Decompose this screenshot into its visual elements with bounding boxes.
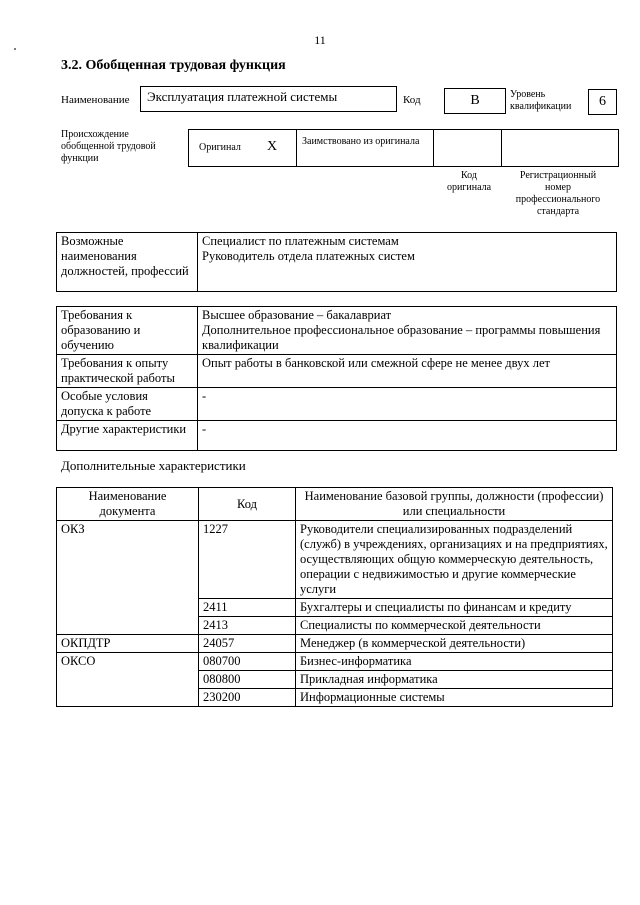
req-label: Другие характеристики <box>57 421 198 451</box>
level-value: 6 <box>588 89 617 115</box>
doc-cell: ОКСО <box>57 653 199 707</box>
name-cell: Менеджер (в коммерческой деятельности) <box>296 635 613 653</box>
level-label: Уровень квалификации <box>510 89 572 112</box>
doc-cell: ОКПДТР <box>57 635 199 653</box>
original-label: Оригинал <box>199 142 241 153</box>
positions-label: Возможные наименования должностей, профессий <box>57 233 198 292</box>
code-cell: 230200 <box>199 689 296 707</box>
origin-label: Происхождение обобщенной трудовой функции <box>61 129 156 164</box>
req-value: Высшее образование – бакалавриат Дополнительное профессиональное образование – программы повышения квалификации <box>198 307 617 355</box>
name-cell: Бизнес-информатика <box>296 653 613 671</box>
name-cell: Специалисты по коммерческой деятельности <box>296 617 613 635</box>
extra-title: Дополнительные характеристики <box>61 458 246 473</box>
name-cell: Информационные системы <box>296 689 613 707</box>
reg-number-label: Регистрационный номер профессионального стандарта <box>515 170 601 217</box>
requirements-table <box>56 306 617 451</box>
extra-table <box>56 487 613 707</box>
code-value: B <box>444 88 506 114</box>
req-label: Требования к образованию и обучению <box>57 307 198 355</box>
code-cell: 1227 <box>199 521 296 599</box>
position-item: Руководитель отдела платежных систем <box>202 249 415 263</box>
page-number: 11 <box>314 33 326 47</box>
name-cell: Прикладная информатика <box>296 671 613 689</box>
positions-values <box>198 233 617 292</box>
req-label: Требования к опыту практической работы <box>57 355 198 388</box>
scan-speck <box>14 48 16 50</box>
origin-box <box>188 129 619 167</box>
name-cell: Руководители специализированных подразделений (служб) в учреждениях, организациях и на предприятиях, осуществляющих общую коммерческую деятельность, операции с недвижимостью и другие коммерческие услуги <box>296 521 613 599</box>
code-cell: 2411 <box>199 599 296 617</box>
code-cell: 080700 <box>199 653 296 671</box>
borrowed-label: Заимствовано из оригинала <box>302 136 420 147</box>
original-mark: X <box>267 139 278 154</box>
positions-table <box>56 232 617 292</box>
section-title: 3.2. Обобщенная трудовая функция <box>61 58 286 73</box>
code-cell: 24057 <box>199 635 296 653</box>
position-item: Специалист по платежным системам <box>202 234 399 248</box>
col-header: Наименование базовой группы, должности (профессии) или специальности <box>296 488 613 521</box>
req-value: Опыт работы в банковской или смежной сфере не менее двух лет <box>198 355 617 388</box>
code-original-label: Код оригинала <box>446 170 492 193</box>
name-cell: Бухгалтеры и специалисты по финансам и кредиту <box>296 599 613 617</box>
code-cell: 2413 <box>199 617 296 635</box>
code-label: Код <box>403 94 421 106</box>
col-header: Код <box>199 488 296 521</box>
doc-cell: ОКЗ <box>57 521 199 635</box>
req-value: - <box>198 388 617 421</box>
name-value: Эксплуатация платежной системы <box>140 86 397 112</box>
col-header: Наименование документа <box>57 488 199 521</box>
code-cell: 080800 <box>199 671 296 689</box>
req-value: - <box>198 421 617 451</box>
req-label: Особые условия допуска к работе <box>57 388 198 421</box>
name-label: Наименование <box>61 94 130 106</box>
